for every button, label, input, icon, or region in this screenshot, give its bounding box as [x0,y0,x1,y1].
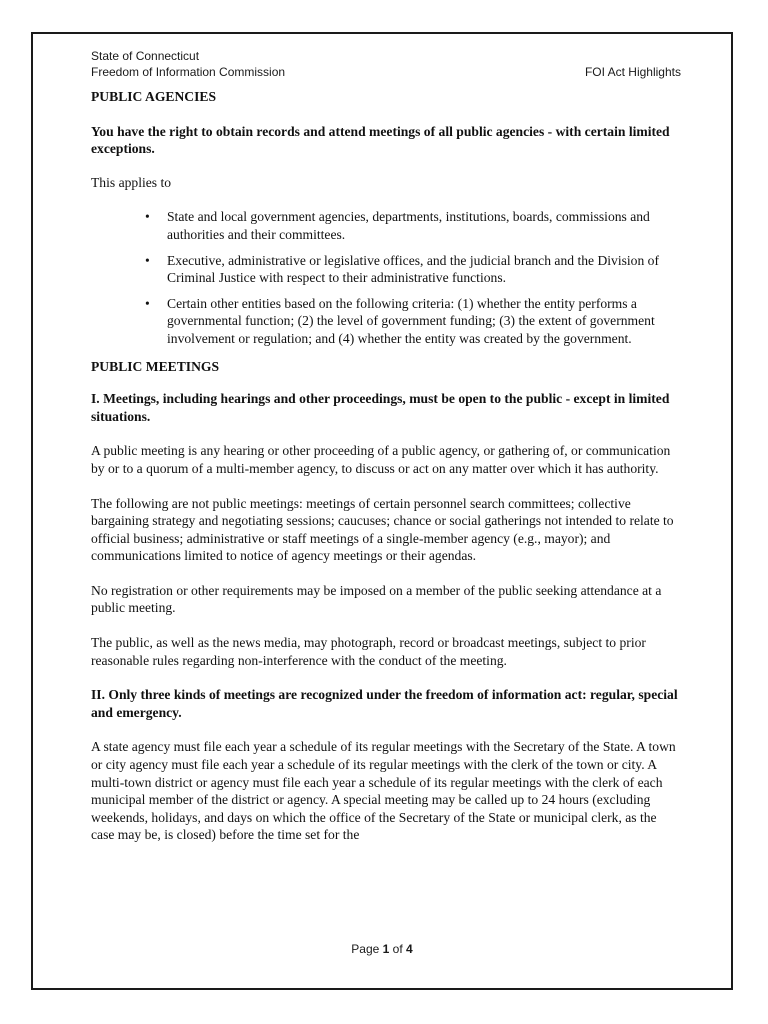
agencies-bullet-list [91,208,681,347]
footer-current-page: 1 [382,942,390,956]
meetings-para-4: The public, as well as the news media, may photograph, record or broadcast meetings, subject to prior reasonable rules regarding non-interference with the conduct of the meeting. [91,635,646,668]
heading-public-meetings: PUBLIC MEETINGS [91,358,220,374]
meetings-para-5: A state agency must file each year a schedule of its regular meetings with the Secretary of the State. A town or city agency must file each year a schedule of its regular meetings with the clerk of the town or city. A multi-town district or agency must file each year a schedule of its regular meetings with the clerk of each municipal member of the district or agency. A special meeting may be called up to 24 hours (excluding weekends, holidays, and days on which the office of the Secretary of the State or municipal clerk, as the case may be, is closed) before the time set for the [91,739,676,843]
bullet-icon: • [145,209,150,225]
meetings-para-1: A public meeting is any hearing or other proceeding of a public agency, or gathering of, or communication by or to a quorum of a multi-member agency, to discuss or act on any matter over which it has authority. [91,443,671,476]
bullet-icon: • [145,252,150,268]
page-header [91,48,681,80]
footer-total-pages: 4 [406,942,413,956]
meetings-para-3: No registration or other requirements may be imposed on a member of the public seeking attendance at a public meeting. [91,582,662,616]
meetings-para-2: The following are not public meetings: meetings of certain personnel search committees; collective bargaining strategy and negotiating sessions; caucuses; chance or social gatherings not intended to relate to official business; administrative or staff meetings of a single-member agency (e.g., mayor); and communications limited to notice of agency meetings or their agendas. [91,495,674,564]
section1-heading: I. Meetings, including hearings and other proceedings, must be open to the public - except in limited situations. [91,391,670,424]
page-content [91,48,681,844]
section2-heading: II. Only three kinds of meetings are recognized under the freedom of information act: regular, special and emergency. [91,687,678,720]
bullet-icon: • [145,295,150,311]
list-item [145,252,681,287]
list-item [145,208,681,243]
header-commission: Freedom of Information Commission [91,65,286,79]
agencies-intro: You have the right to obtain records and attend meetings of all public agencies - with certain limited exceptions. [91,123,670,157]
header-state: State of Connecticut [91,49,200,63]
heading-public-agencies: PUBLIC AGENCIES [91,89,217,104]
page-footer [33,942,731,956]
bullet-text: Executive, administrative or legislative offices, and the judicial branch and the Division of Criminal Justice with respect to their administrative functions. [167,252,659,286]
footer-of-word: of [392,942,403,956]
footer-page-word: Page [351,942,380,956]
header-row [91,64,681,80]
document-page [31,32,733,990]
list-item [145,295,681,348]
body-text [91,88,681,844]
bullet-text: Certain other entities based on the following criteria: (1) whether the entity performs a governmental function; (2) the level of government funding; (3) the extent of government involvement or regulation; and (4) whether the entity was created by the government. [167,295,655,346]
header-doc-title: FOI Act Highlights [584,65,681,79]
bullet-text: State and local government agencies, departments, institutions, boards, commissions and authorities and their committees. [167,209,650,242]
applies-to: This applies to [91,174,172,190]
